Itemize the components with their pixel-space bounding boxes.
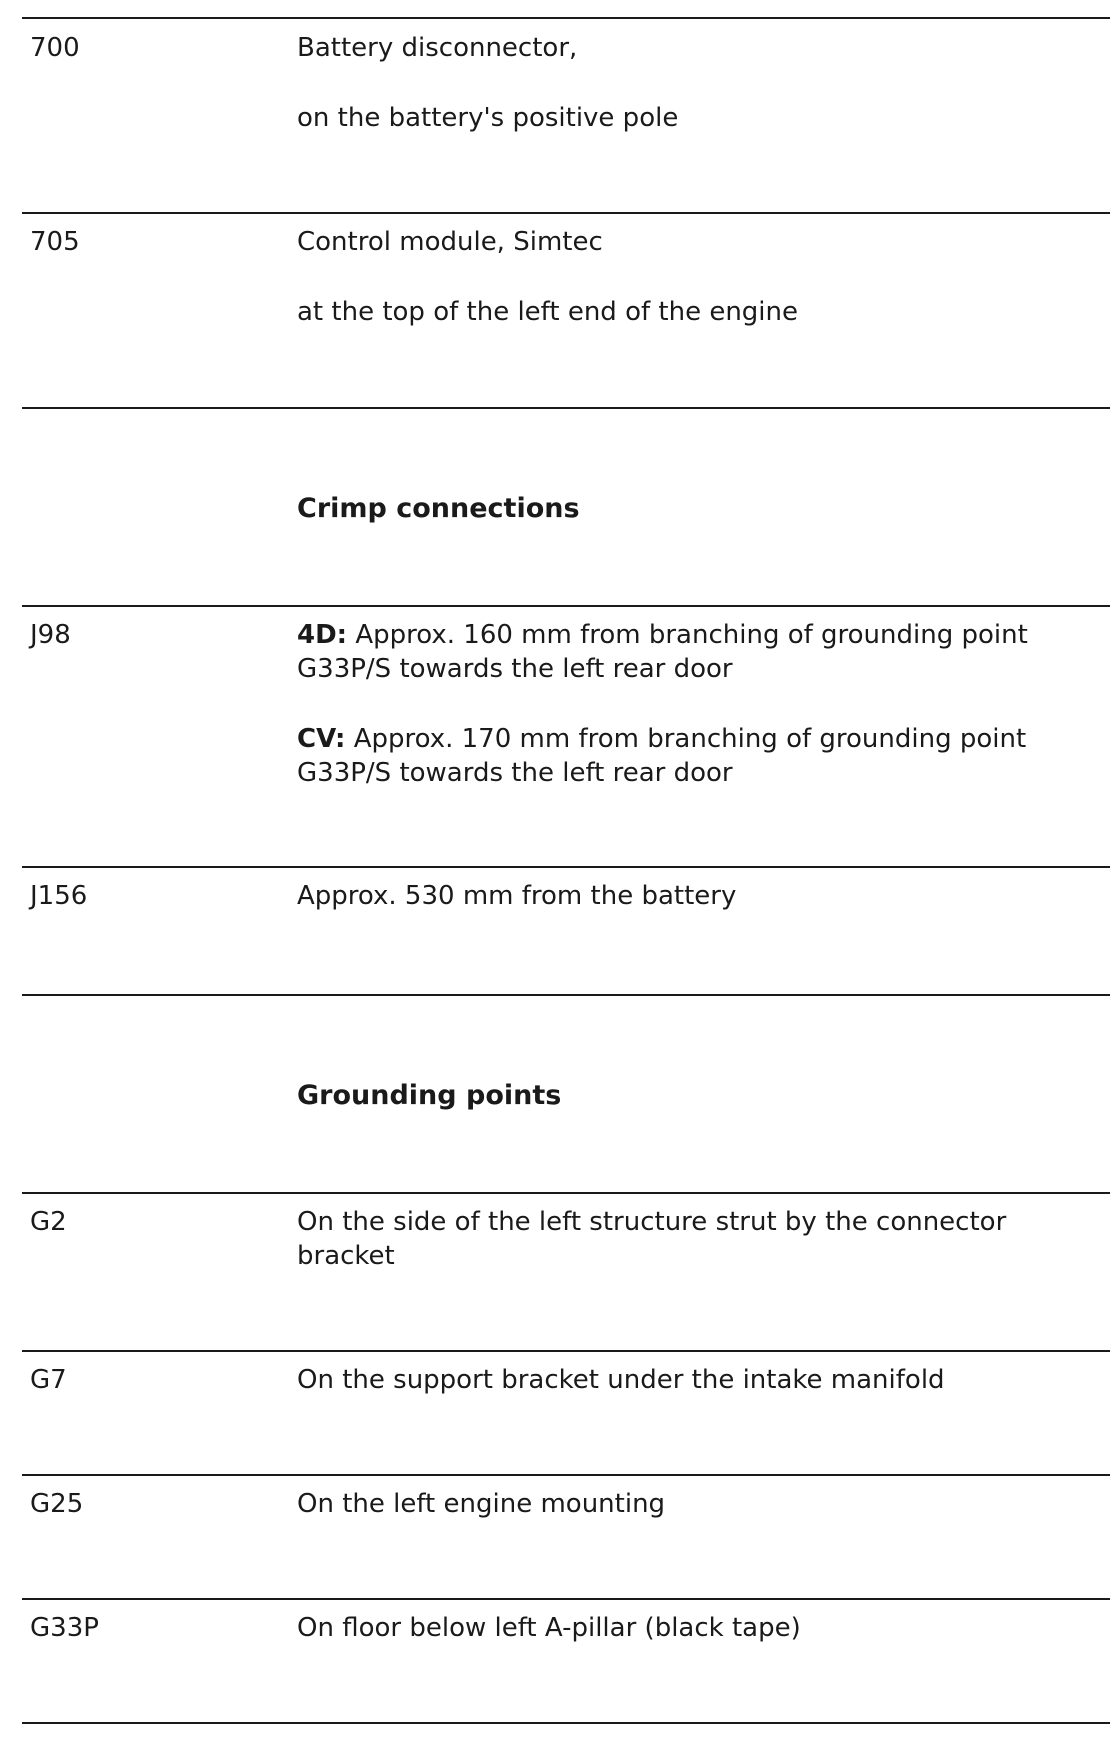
table-rule — [22, 1598, 1110, 1600]
description-line: On the support bracket under the intake manifold — [297, 1365, 945, 1395]
component-description — [297, 1611, 1097, 1645]
description-line: bracket — [297, 1241, 395, 1271]
variant-text: Approx. 160 mm from branching of grounding point — [347, 620, 1028, 650]
component-code: G25 — [30, 1489, 84, 1519]
component-description — [297, 879, 1097, 913]
component-code: 700 — [30, 33, 80, 63]
component-code: G7 — [30, 1365, 67, 1395]
component-code: J156 — [30, 881, 88, 911]
description-line — [297, 618, 1097, 652]
section-heading-crimp: Crimp connections — [297, 493, 580, 524]
description-line: at the top of the left end of the engine — [297, 297, 799, 327]
table-rule — [22, 866, 1110, 868]
table-rule — [22, 1722, 1110, 1724]
table-rule — [22, 994, 1110, 996]
description-line: G33P/S towards the left rear door — [297, 758, 733, 788]
component-description — [297, 1205, 1097, 1273]
variant-text: Approx. 170 mm from branching of grounding point — [345, 724, 1027, 754]
table-rule — [22, 605, 1110, 607]
description-line: Approx. 530 mm from the battery — [297, 881, 737, 911]
table-rule — [22, 1474, 1110, 1476]
component-description — [297, 31, 1097, 135]
component-description — [297, 618, 1097, 790]
component-description — [297, 1363, 1097, 1397]
description-line: on the battery's positive pole — [297, 103, 679, 133]
description-line: Control module, Simtec — [297, 227, 603, 257]
table-rule — [22, 1350, 1110, 1352]
description-line: Battery disconnector, — [297, 33, 578, 63]
component-code: G33P — [30, 1613, 99, 1643]
table-rule — [22, 1192, 1110, 1194]
table-rule — [22, 407, 1110, 409]
description-line: On the left engine mounting — [297, 1489, 666, 1519]
section-heading-grounding: Grounding points — [297, 1080, 562, 1111]
component-code: G2 — [30, 1207, 67, 1237]
table-rule — [22, 17, 1110, 19]
component-description — [297, 225, 1097, 329]
description-line — [297, 722, 1097, 756]
description-line: G33P/S towards the left rear door — [297, 654, 733, 684]
variant-prefix: CV: — [297, 724, 346, 754]
table-rule — [22, 212, 1110, 214]
component-description — [297, 1487, 1097, 1521]
component-code: 705 — [30, 227, 80, 257]
variant-prefix: 4D: — [297, 620, 348, 650]
component-code: J98 — [30, 620, 71, 650]
description-line: On the side of the left structure strut by the connector — [297, 1207, 1007, 1237]
description-line: On floor below left A-pillar (black tape) — [297, 1613, 801, 1643]
